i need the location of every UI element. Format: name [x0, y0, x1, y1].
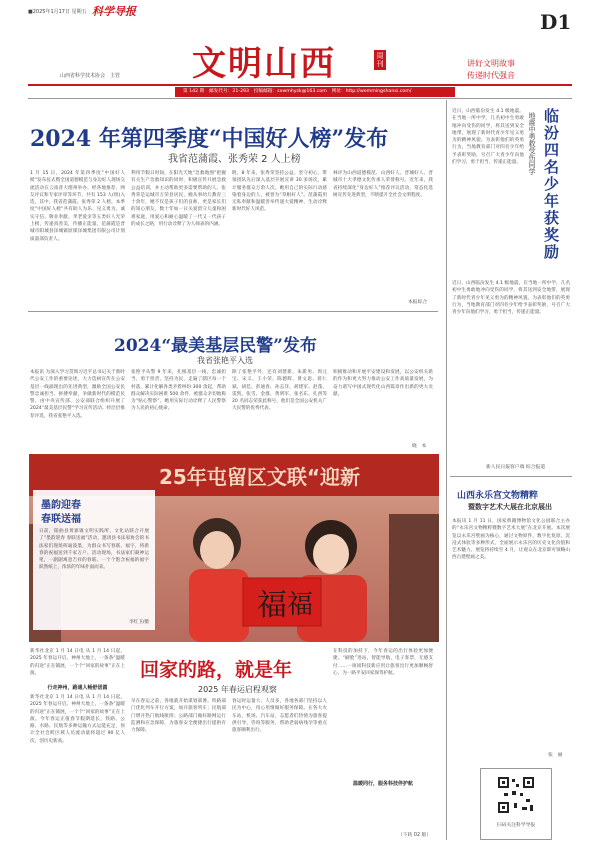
story-3-col-3: 春运时运量大、人员多，各地各部门坚持以人民为中心，用心用情做好服务保障。在各大火车站、机场、汽车站，志愿者们热情为旅客提供引导、咨询等服务，帮助老弱病残孕等重点旅客顺利出行。 — [232, 699, 327, 734]
right-story-headline-1: 山西永乐宫文物精粹 — [457, 491, 539, 501]
right-col-text-2: 近日，山西临汾发生 4.1 级地震。在当地一所中学，几名初中生勇敢地冲向受伤的同学，将其送到安全地带，展现了新时代青少年见义勇为的精神风貌。为表彰他们的英勇行为，当地教育部门对四名少年给予表彰奖励，号召广大青少年向他们学习，勇于担当，传递正能量。 — [452, 281, 570, 316]
story-2-col-4: 积极推动和开展平安建设和发展，以公安机关新的作为和更大努力推动公安工作高质量发展，为奋力谱写中国式现代化山西篇章作出新的更大贡献。 — [333, 370, 433, 397]
story-3-section-head-1: 行走神州，路通人畅舒团圆 — [47, 685, 108, 691]
story-2-col-2: 张艳平从警 9 年来，扎根基层一线，忠诚担当，勇于担责，坚持为民，走遍了辖区每一个村落，累计化解各类矛盾纠纷 300 余起，帮助群众解决实际困难 500 余件，被群众亲切地称为“贴心警察”。她用实际行动诠释了人民警察为人民的初心使命。 — [131, 370, 226, 412]
story-3-col-1: 新华社北京 1 月 14 日电 从 1 月 14 日起，2025 年春运开启。神州大地上，一条条“温暖的归途”正在铺展，一个个“回家的故事”正在上演。今年春运正值春节假期延长，铁路、公路、水路、民航等多种运输方式运能充足，预计全社会跨区域人员流动量将超过 90 亿人次，创历史新高。 — [30, 695, 125, 744]
story-3-col-2: 早在春运之前，各地就开始谋划部署。铁路部门优化列车开行方案，加开旅客列车；民航部门增开热门航线航班；公路部门做好路网运行监测和应急保障，为旅客安全便捷出行提供有力保障。 — [131, 699, 226, 734]
footer-qr-box — [480, 768, 552, 840]
story-1-col-4: 林评为山西道德模范、山西好人、晋城好人、晋城市十大孝德文化传承人荣誉称号。近年来，我省持续深化“身边好人”推荐评议活动，常态化选树宣传先进典型，不断提升全社会文明程度。 — [333, 171, 433, 198]
info-bar-text: 第 142 期 邮发代号：21-293 投稿邮箱：sxwmhyzk@163.com 网址：http://wemmingshanxi.com/ — [183, 89, 412, 94]
story-1-col-2: 利用节假日时间，在阳光天地“急救地图”把握有关生产急救知识的同时，积极宣传开展急救公益培训，并主动帮助更多需要帮助的人。张秀荣是运城市万荣县居民，她从事幼儿教育三十余年，她不仅是孩子们的良师，更是家长们的知心朋友，数十年如一日关爱留守儿童和困难家庭，用爱心和耐心温暖了一代又一代孩子的成长之路，用行动诠释了为人师表的内涵。 — [131, 171, 226, 228]
story-2-subhead: 我省张艳平入选 — [197, 356, 253, 365]
story-2-col-3: 除了张艳平外，还有刘建新、朱新男、周元宝、宋义、王小荣、陈德辉、黄文思、蒋仁斌、胡佳、彭通春、孙志洋、胡建军、赵蓬、雷凯、张雪、金群、黄明军、张名东、扎西等 20 名同志荣获此称号，他们是全国公安机关广大民警的优秀代表。 — [232, 370, 327, 412]
child-left-body-icon — [189, 569, 249, 642]
child-left-face-icon — [200, 531, 234, 569]
story-3-col-4: 在科技的加持下，今年春运的出行体验更加便捷。“刷脸”进站、智能导航、电子客票、无感支付……一项项科技新应用让旅客出行更加顺畅舒心，为一路平安回家保驾护航。 — [333, 649, 433, 676]
story-3-byline: 新华社北京 1 月 14 日电 从 1 月 14 日起，2025 年春运开启。神州大地上，一条条“温暖的归途”正在铺展，一个个“回家的故事”正在上演。 — [30, 649, 125, 676]
right-column-divider — [446, 100, 447, 840]
story-1-byline: 本报综合 — [408, 300, 428, 305]
right-col-rule — [450, 476, 572, 477]
story-3-continued: （下转 02 版） — [398, 833, 432, 838]
slogan-line-2: 传递时代强音 — [467, 71, 515, 80]
banner-text-icon: 25年屯留区文联“迎新 — [159, 465, 360, 489]
masthead-rule — [28, 84, 572, 86]
caption-credit: 李红卫/摄 — [129, 620, 149, 625]
story-1-headline: 2024 年第四季度“中国好人榜”发布 — [30, 126, 389, 152]
story-3-section-2 — [333, 780, 433, 787]
masthead-title: 文明山西 — [192, 44, 336, 84]
story-1-col-1: 1 月 15 日，2024 年第四季度“中国好人榜”发布仪式暨全国道德模范与身边好人现场交流活动在云南普大理州举办。经各地推荐、网友评议和专家评审等环节，共有 153 人(组)入选，其中，我省范蒲霞、张秀荣 2 人榜。本季度“中国好人榜”共有助人为乐、见义勇为、诚实守信、敬业奉献、孝老爱亲等五类好人光荣上榜，传递真善美，传播正能量。范蒲霞是晋城市阳城县泽城镇原煤泽城集团有限公司计划质量部负责人。 — [30, 171, 125, 242]
story-3-section-1 — [30, 684, 125, 691]
right-story-headline-2: 暨数字艺术大展在北京展出 — [468, 503, 552, 511]
info-bar — [175, 87, 455, 97]
story-1-divider — [28, 311, 438, 312]
story-3-headline: 回家的路，就是年 — [140, 659, 293, 681]
fu-character: 福 — [257, 588, 287, 623]
right-story-byline: 张 丽 — [548, 753, 563, 758]
story-1-subhead: 我省范蒲霞、张秀荣 2 人上榜 — [168, 154, 301, 165]
slogan-line-1: 讲好文明故事 — [467, 59, 515, 68]
fu-character-2: 福 — [287, 590, 314, 620]
qr-code-icon — [496, 775, 536, 815]
right-col-byline: 新人民日报客户端 综合报道 — [486, 465, 546, 470]
right-col-text: 近日，山西临汾发生 4.1 级地震。在当地一所中学，几名初中生勇敢地冲向受伤的同学，将其送到安全地带，展现了新时代青少年见义勇为的精神风貌。为表彰他们的英勇行为，当地教育部门对四名少年给予表彰奖励，号召广大青少年向他们学习，勇于担当，传递正能量。 — [452, 109, 524, 166]
masthead-under-rule — [28, 98, 572, 99]
page-number: D1 — [540, 10, 572, 34]
right-story-text: 本报讯 1 月 11 日，国家典籍博物馆文化公园联合主办的“永乐宫文物精粹暨数字艺术大展”在北京开展。本次展览以永乐宫壁画为核心，通过文物原件、数字化复原、沉浸式体验等多种形式，全面展示永乐宫的历史文化价值和艺术魅力。展览将持续至 4 月，让观众在北京即可领略山西古建壁画之美。 — [452, 519, 570, 561]
child-right-face-icon — [313, 534, 349, 574]
story-2-byline: 晓 本 — [412, 444, 427, 449]
sponsor: 山西省科学技术协会 主管 — [60, 73, 121, 79]
story-1-col-3: 附，8 年来，张秀荣坚持公益，坚守初心，带领团队先后深入基层开展宣讲 30 多场次，累计服务群众万余人次。她用自己的实际行动感染着身边的人，被誉为“草根好人”。范蒲霞用无私奉献和温暖善举传递大爱精神，生动诠释新时代好人风范。 — [232, 171, 327, 213]
footer-logo-text: 扫码关注科学导报 — [496, 823, 536, 828]
weekly-badge: 周刊 — [374, 50, 386, 70]
caption-title-1: 墨韵迎春 — [41, 500, 81, 511]
story-3-subhead: 2025 年春运启程观察 — [198, 685, 277, 694]
right-vertical-subhead: 地震中勇救受伤同学 — [528, 112, 536, 175]
caption-title-2: 春联送福 — [41, 514, 81, 525]
issue-date: ■2025年1月17日 星期五 — [28, 9, 87, 15]
story-2-col-1: 本报讯 为深入学习贯彻习近平总书记关于新时代公安工作的重要论述，大力选树宣传在公安基层一线涌现出的先进典型，激励全国公安民警忠诚担当、拼搏奉献，争做新时代的模范民警，由中央宣传部、公安部联合组织开展了2024“最美基层民警”学习宣传活动。经层层推荐评选，我省张艳平入选。 — [30, 370, 125, 419]
story-2-headline: 2024“最美基层民警”发布 — [114, 336, 317, 356]
paper-name: 科学导报 — [92, 5, 136, 18]
story-3-section-head-2: 温暖同行，服务科技伴护航 — [352, 781, 413, 787]
spring-festival-photo — [29, 454, 439, 642]
photo-caption-box — [33, 490, 155, 630]
caption-text: 日前，阳曲县黄寨镇文明实践所、文化站联合开展了“墨韵迎春 春联送福”活动，邀请县书法家协会的书法家们现场挥毫泼墨，为群众书写春联、福字，将新春的祝福送到千家万户。活动现场，书法家们凝神运笔，一副副寓意吉祥的春联、一个个饱含祝福的福字跃然纸上，浓浓的年味扑面而来。 — [39, 529, 149, 571]
right-vertical-headline: 临汾四名少年获奖励 — [542, 108, 560, 261]
